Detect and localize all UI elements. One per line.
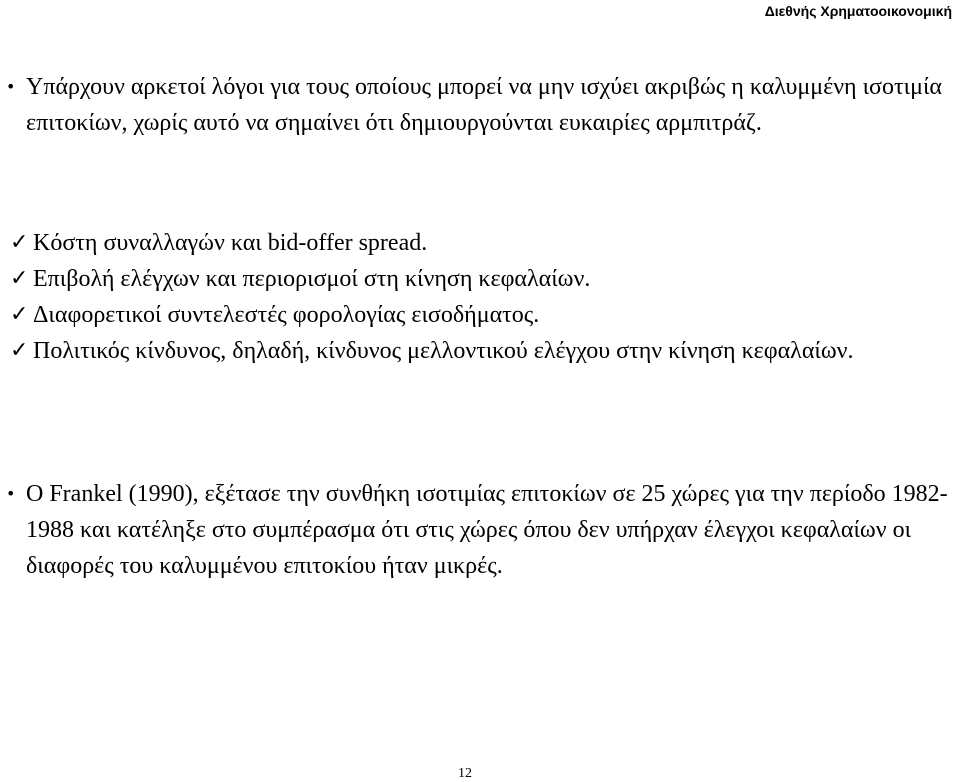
page-number: 12 [458,766,472,781]
bullet-marker: • [6,484,16,503]
check-mark-icon: ✓ [10,266,29,291]
bullet-marker: • [6,77,16,96]
check-item-transaction-costs [10,225,945,261]
bullet-paragraph-2 [6,476,951,584]
check-item-political-risk [10,333,945,369]
header-title: Διεθνής Χρηματοοικονομική [764,3,952,19]
check-mark-icon: ✓ [10,230,29,255]
check-mark-icon: ✓ [10,302,29,327]
check-item-tax-rates [10,297,945,333]
check-item-text: Πολιτικός κίνδυνος, δηλαδή, κίνδυνος μελλοντικού ελέγχου στην κίνηση κεφαλαίων. [33,338,854,364]
bullet-text: O Frankel (1990), εξέτασε την συνθήκη ισοτιμίας επιτοκίων σε 25 χώρες για την περίοδο 1982-1988 και κατέληξε στο συμπέρασμα ότι στις χώρες όπου δεν υπήρχαν έλεγχοι κεφαλαίων οι διαφορές του καλυμμένου επιτοκίου ήταν μικρές. [26,481,948,579]
check-item-capital-controls [10,261,945,297]
check-item-text: Διαφορετικοί συντελεστές φορολογίας εισοδήματος. [33,302,540,328]
bullet-text: Υπάρχουν αρκετοί λόγοι για τους οποίους μπορεί να μην ισχύει ακριβώς η καλυμμένη ισοτιμία επιτοκίων, χωρίς αυτό να σημαίνει ότι δημιουργούνται ευκαιρίες αρμπιτράζ. [26,74,942,136]
check-mark-icon: ✓ [10,338,29,363]
check-list [10,225,945,369]
check-item-text: Κόστη συναλλαγών και bid-offer spread. [33,230,428,256]
bullet-paragraph-1 [6,69,951,141]
check-item-text: Επιβολή ελέγχων και περιορισμοί στη κίνηση κεφαλαίων. [33,266,591,292]
